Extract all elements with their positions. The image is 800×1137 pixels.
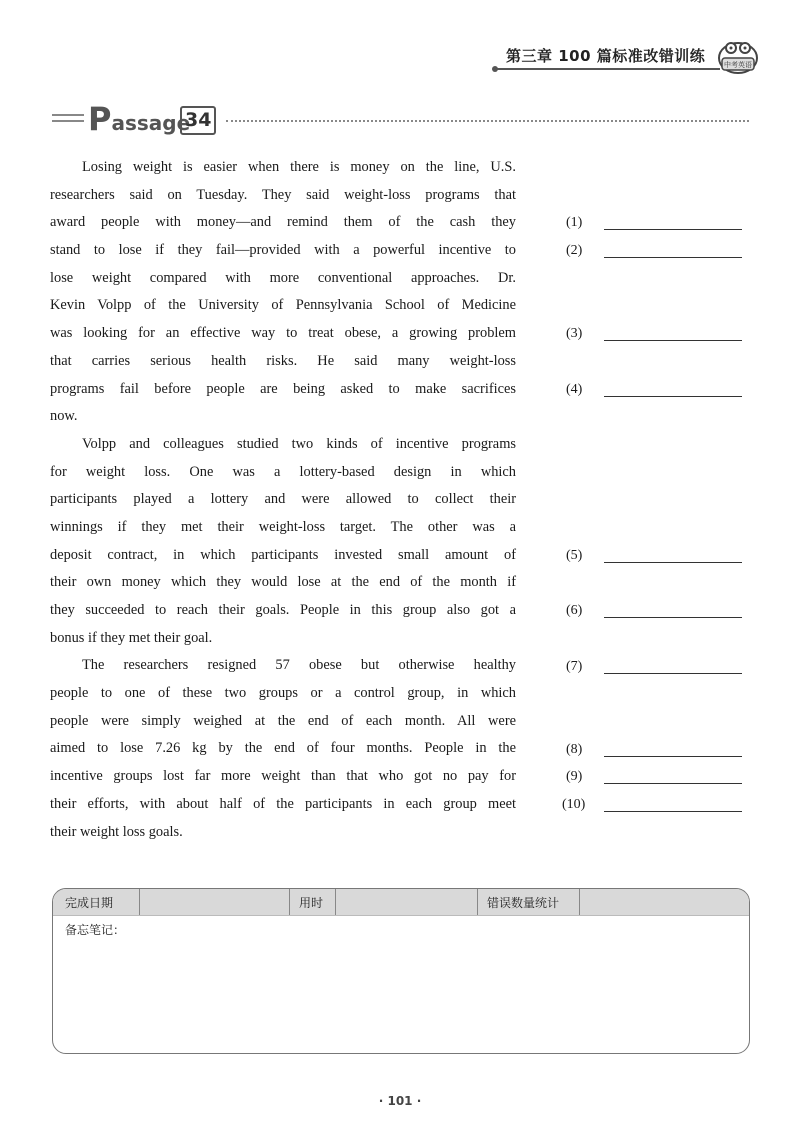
text-line: stand to lose if they fail—provided with a powerful incentive to [50, 242, 516, 259]
separator [289, 889, 290, 915]
text-line: their efforts, with about half of the participants in each group meet [50, 795, 516, 812]
answer-number: (1) [566, 215, 583, 231]
separator [139, 889, 140, 915]
text-line: programs fail before people are being asked to make sacrifices [50, 380, 516, 397]
error-count-label: 错误数量统计 [487, 896, 560, 910]
answer-blank[interactable] [562, 791, 746, 819]
answer-blank[interactable] [566, 763, 746, 791]
answer-number: (5) [566, 547, 583, 563]
answer-line [604, 811, 742, 812]
text-line: bonus if they met their goal. [50, 629, 213, 646]
answer-blank[interactable] [566, 736, 746, 764]
page-number: · 101 · [378, 1094, 422, 1108]
text-line: their weight loss goals. [50, 823, 183, 840]
heading-dotted-rule [226, 120, 749, 122]
text-line: The researchers resigned 57 obese but otherwise healthy [82, 657, 516, 674]
answer-blank[interactable] [566, 320, 746, 348]
cartoon-logo-icon [716, 36, 760, 76]
text-line: Kevin Volpp of the University of Pennsylvania School of Medicine [50, 297, 516, 314]
answer-line [604, 562, 742, 563]
text-line: they succeeded to reach their goals. People in this group also got a [50, 602, 516, 618]
answer-blank[interactable] [566, 209, 746, 237]
answer-line [604, 756, 742, 757]
answer-blank[interactable] [566, 597, 746, 625]
text-line: researchers said on Tuesday. They said weight-loss programs that [50, 186, 516, 203]
answer-number: (9) [566, 769, 583, 785]
notes-box [52, 888, 750, 1054]
text-line: people to one of these two groups or a control group, in which [50, 685, 516, 702]
answer-line [604, 340, 742, 341]
text-line: incentive groups lost far more weight than that who got no pay for [50, 768, 516, 785]
memo-label: 备忘笔记： [65, 923, 126, 937]
passage-heading [50, 100, 750, 140]
separator [335, 889, 336, 915]
time-used-label: 用时 [299, 896, 324, 910]
text-line: lose weight compared with more conventional approaches. Dr. [50, 269, 516, 286]
answer-number: (10) [562, 797, 586, 813]
answer-number: (2) [566, 243, 583, 259]
text-line: aimed to lose 7.26 kg by the end of four months. People in the [50, 740, 516, 757]
answer-line [604, 257, 742, 258]
separator [579, 889, 580, 915]
logo-text: 中考英语 [724, 61, 752, 69]
answer-line [604, 229, 742, 230]
separator [477, 889, 478, 915]
answer-line [604, 396, 742, 397]
answer-blank[interactable] [566, 542, 746, 570]
answer-blank[interactable] [566, 653, 746, 681]
text-line: that carries serious health risks. He said many weight-loss [50, 352, 516, 369]
text-line: their own money which they would lose at the end of the month if [50, 574, 516, 591]
text-line: now. [50, 408, 78, 425]
answer-blank[interactable] [566, 376, 746, 404]
text-line: for weight loss. One was a lottery-based design in which [50, 463, 516, 480]
text-line: deposit contract, in which participants invested small amount of [50, 546, 516, 563]
answer-number: (6) [566, 603, 583, 619]
passage-text [50, 154, 516, 846]
heading-decor-lines [52, 114, 84, 126]
chapter-title: 第三章 100 篇标准改错训练 [506, 47, 706, 65]
answer-blank[interactable] [566, 237, 746, 265]
answer-line [604, 617, 742, 618]
text-line: winnings if they met their weight-loss target. The other was a [50, 518, 516, 535]
text-line: Volpp and colleagues studied two kinds of incentive programs [82, 435, 516, 452]
passage-label: Passage [88, 100, 191, 138]
text-line: was looking for an effective way to treat obese, a growing problem [50, 325, 516, 342]
text-line: people were simply weighed at the end of each month. All were [50, 712, 516, 729]
completion-date-label: 完成日期 [65, 896, 114, 910]
text-line: Losing weight is easier when there is money on the line, U.S. [82, 159, 516, 175]
text-line: participants played a lottery and were allowed to collect their [50, 491, 516, 508]
answer-number: (4) [566, 381, 583, 397]
answer-number: (7) [566, 658, 583, 674]
text-line: award people with money—and remind them of the cash they [50, 214, 516, 231]
answer-number: (3) [566, 326, 583, 342]
answer-line [604, 783, 742, 784]
notes-header-bar [53, 889, 749, 916]
answer-number: (8) [566, 741, 583, 757]
header-rule [495, 68, 720, 70]
answer-line [604, 673, 742, 674]
passage-number: 34 [180, 106, 216, 135]
